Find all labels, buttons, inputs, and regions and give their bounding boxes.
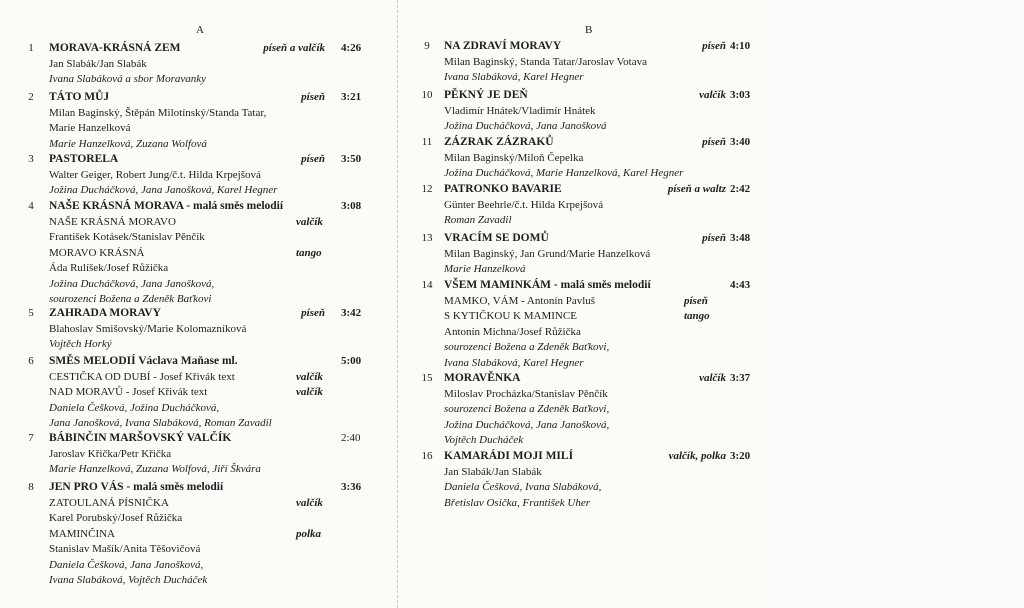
credit-line: Jaroslav Křička/Petr Křička [49, 448, 172, 460]
track-number: 11 [421, 136, 433, 148]
track-duration: 2:40 [341, 432, 361, 444]
track-number: 15 [421, 372, 433, 384]
performers-line: Ivana Slabáková, Vojtěch Ducháček [49, 574, 208, 586]
credit-line: Blahoslav Smišovský/Marie Kolomazníková [49, 323, 247, 335]
track-duration: 3:42 [341, 307, 362, 319]
credit-line: Marie Hanzelková [49, 122, 131, 134]
credit-line: Antonín Michna/Josef Růžička [444, 326, 581, 338]
track-number: 1 [28, 42, 34, 54]
credit-line: Walter Geiger, Robert Jung/č.t. Hilda Krpejšová [49, 169, 261, 181]
track-title: TÁTO MŮJ [49, 91, 110, 103]
medley-part-genre: valčík [296, 216, 323, 228]
performers-line: Břetislav Osička, František Uher [444, 497, 591, 509]
track-number: 16 [421, 450, 433, 462]
track-genre: píseň [702, 40, 726, 52]
medley-part-genre: polka [296, 528, 322, 540]
performers-line: Daniela Češková, Jožina Ducháčková, [49, 402, 220, 414]
medley-part-genre: valčík [296, 371, 323, 383]
track-title: SMĚS MELODIÍ Václava Maňase ml. [49, 355, 238, 367]
track-number: 14 [421, 279, 433, 291]
performers-line: Vojtěch Horký [49, 338, 112, 350]
credit-line: MORAVO KRÁSNÁ [49, 247, 145, 259]
track-duration: 3:40 [730, 136, 751, 148]
performers-line: Ivana Slabáková, Karel Hegner [444, 71, 584, 83]
track-duration: 3:21 [341, 91, 362, 103]
track-duration: 3:50 [341, 153, 362, 165]
performers-line: Marie Hanzelková, Zuzana Wolfová [49, 138, 207, 150]
credit-line: Áda Rulíšek/Josef Růžička [49, 262, 169, 274]
credit-line: František Kotásek/Stanislav Pěnčík [49, 231, 205, 243]
track-title: KAMARÁDI MOJI MILÍ [444, 450, 574, 462]
performers-line: Jožina Ducháčková, Marie Hanzelková, Karel Hegner [444, 167, 684, 179]
performers-line: sourozenci Božena a Zdeněk Baťkovi, [444, 403, 610, 415]
track-title: MORAVA-KRÁSNÁ ZEM [49, 42, 181, 54]
credit-line: Günter Beehrle/č.t. Hilda Krpejšová [444, 199, 604, 211]
track-duration: 2:42 [730, 183, 751, 195]
credit-line: NAŠE KRÁSNÁ MORAVO [49, 216, 176, 228]
track-duration: 3:03 [730, 89, 751, 101]
track-title: MORAVĚNKA [444, 372, 521, 384]
credit-line: Milan Baginský, Jan Grund/Marie Hanzelková [444, 248, 651, 260]
track-duration: 4:10 [730, 40, 751, 52]
track-title: NA ZDRAVÍ MORAVY [444, 40, 562, 52]
track-number: 4 [28, 200, 34, 212]
side-b-panel [400, 0, 770, 608]
credit-line: MAMINČINA [49, 528, 115, 540]
track-number: 5 [28, 307, 34, 319]
track-genre: píseň [702, 232, 726, 244]
track-number: 8 [28, 481, 34, 493]
track-number: 13 [421, 232, 433, 244]
track-title: NAŠE KRÁSNÁ MORAVA - malá směs melodií [49, 200, 284, 212]
track-title: PĚKNÝ JE DEŇ [444, 89, 528, 101]
track-title: ZAHRADA MORAVY [49, 307, 161, 319]
track-duration: 4:26 [341, 42, 362, 54]
performers-line: Jožina Ducháčková, Jana Janošková, [444, 419, 610, 431]
credit-line: NAD MORAVŮ - Josef Křivák text [49, 386, 208, 398]
track-genre: píseň [301, 307, 325, 319]
track-genre: píseň [702, 136, 726, 148]
track-title: BÁBINČIN MARŠOVSKÝ VALČÍK [49, 432, 232, 444]
performers-line: Jožina Ducháčková, Jana Janošková, [49, 278, 215, 290]
track-number: 6 [28, 355, 34, 367]
credit-line: Jan Slabák/Jan Slabák [444, 466, 542, 478]
track-genre: píseň [301, 91, 325, 103]
performers-line: Ivana Slabáková, Karel Hegner [444, 357, 584, 369]
credit-line: Karel Porubský/Josef Růžička [49, 512, 183, 524]
performers-line: Roman Zavadil [444, 214, 512, 226]
performers-line: Jožina Ducháčková, Jana Janošková, Karel Hegner [49, 184, 278, 196]
credit-line: Milan Baginský, Standa Tatar/Jaroslav Votava [444, 56, 648, 68]
performers-line: Jana Janošková, Ivana Slabáková, Roman Zavadil [49, 417, 272, 429]
performers-line: Marie Hanzelková, Zuzana Wolfová, Jiří Škvára [49, 463, 261, 475]
track-title: JEN PRO VÁS - malá směs melodií [49, 481, 224, 493]
performers-line: Marie Hanzelková [444, 263, 526, 275]
track-title: PATRONKO BAVARIE [444, 183, 562, 195]
track-duration: 3:08 [341, 200, 362, 212]
performers-line: sourozenci Božena a Zdeněk Baťkovi, [444, 341, 610, 353]
credit-line: MAMKO, VÁM - Antonín Pavluš [444, 295, 596, 307]
track-duration: 5:00 [341, 355, 362, 367]
track-title: VŠEM MAMINKÁM - malá směs melodií [444, 279, 651, 291]
credit-line: Miloslav Procházka/Stanislav Pěnčík [444, 388, 608, 400]
credit-line: Vladimír Hnátek/Vladimír Hnátek [444, 105, 596, 117]
performers-line: Ivana Slabáková a sbor Moravanky [49, 73, 207, 85]
medley-part-genre: valčík [296, 386, 323, 398]
side-a-heading: A [196, 24, 204, 36]
performers-line: Daniela Češková, Jana Janošková, [49, 559, 204, 571]
fold-line-left [397, 0, 398, 608]
track-genre: valčík [699, 372, 726, 384]
track-title: PASTORELA [49, 153, 119, 165]
track-number: 3 [28, 153, 34, 165]
performers-line: Daniela Češková, Ivana Slabáková, [444, 481, 602, 493]
track-number: 12 [421, 183, 433, 195]
performers-line: sourozenci Božena a Zdeněk Baťkovi [49, 293, 212, 305]
performers-line: Jožina Ducháčková, Jana Janošková [444, 120, 607, 132]
medley-part-genre: tango [684, 310, 710, 322]
track-genre: valčík, polka [668, 450, 726, 462]
side-b-heading: B [585, 24, 593, 36]
track-number: 7 [28, 432, 34, 444]
track-duration: 3:20 [730, 450, 751, 462]
medley-part-genre: valčík [296, 497, 323, 509]
credit-line: Stanislav Mašík/Anita Těšovičová [49, 543, 201, 555]
credit-line: Jan Slabák/Jan Slabák [49, 58, 147, 70]
medley-part-genre: tango [296, 247, 322, 259]
track-duration: 3:37 [730, 372, 751, 384]
track-genre: píseň [301, 153, 325, 165]
medley-part-genre: píseň [684, 295, 708, 307]
track-genre: píseň a waltz [667, 183, 726, 195]
blank-panel [770, 0, 1024, 608]
track-duration: 3:48 [730, 232, 751, 244]
track-title: VRACÍM SE DOMŮ [444, 232, 549, 244]
performers-line: Vojtěch Ducháček [444, 434, 524, 446]
track-duration: 4:43 [730, 279, 751, 291]
side-a-panel [0, 0, 395, 608]
credit-line: CESTIČKA OD DUBÍ - Josef Křivák text [49, 371, 235, 383]
credit-line: Milan Baginský/Miloň Čepelka [444, 152, 584, 164]
track-number: 2 [28, 91, 34, 103]
track-duration: 3:36 [341, 481, 362, 493]
track-number: 10 [421, 89, 433, 101]
track-genre: valčík [699, 89, 726, 101]
credit-line: ZATOULANÁ PÍSNIČKA [49, 497, 169, 509]
track-number: 9 [424, 40, 430, 52]
credit-line: S KYTIČKOU K MAMINCE [444, 310, 577, 322]
credit-line: Milan Baginský, Štěpán Milotínský/Standa Tatar, [49, 107, 267, 119]
track-genre: píseň a valčík [263, 42, 325, 54]
track-title: ZÁZRAK ZÁZRAKŮ [444, 136, 554, 148]
